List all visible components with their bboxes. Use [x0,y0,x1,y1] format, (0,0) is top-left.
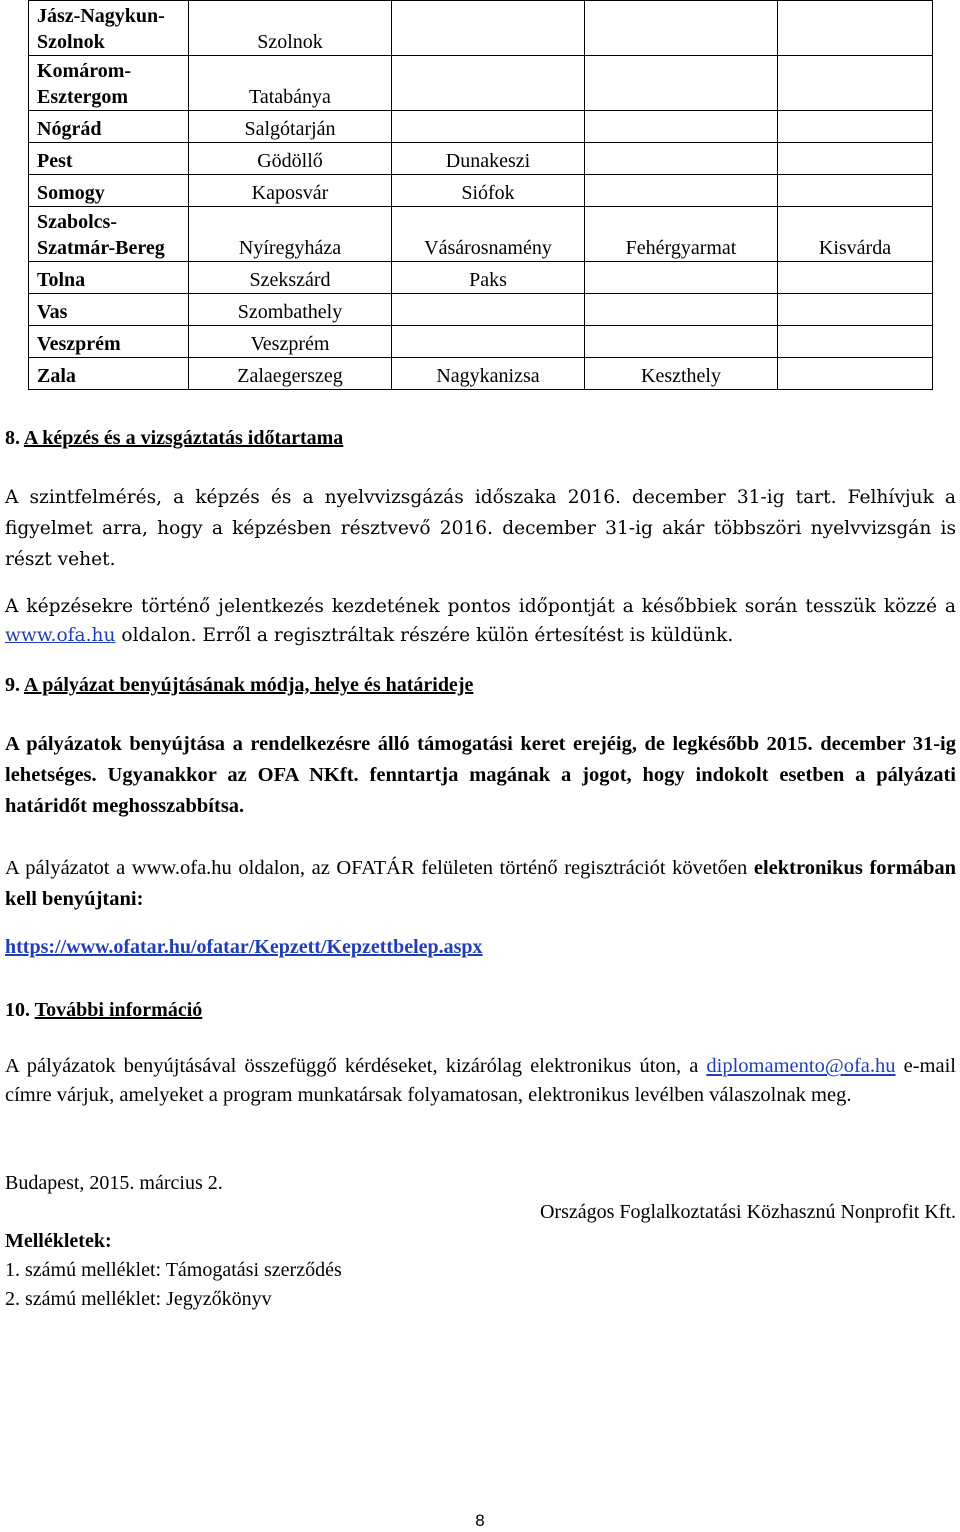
table-row [29,326,933,358]
county-cell: Komárom-Esztergom [29,56,189,111]
city-cell [778,1,933,56]
city-cell [392,326,585,358]
county-cell: Veszprém [29,326,189,358]
section-10-after: e-mail címre várjuk, amelyeket a program munkatársak folyamatosan, elektronikus levélben válaszolnak meg. [5,1055,956,1106]
section-10-before: A pályázatok benyújtásával összefüggő kérdéseket, kizárólag elektronikus úton, a [5,1055,707,1077]
city-cell: Paks [392,262,585,294]
table-row [29,56,933,111]
county-city-table [28,0,933,390]
section-9-p2-normal: A pályázatot a www.ofa.hu oldalon, az OFATÁR felületen történő regisztrációt követően [5,857,748,879]
city-cell: Gödöllő [189,143,392,175]
section-9-paragraph-1: A pályázatok benyújtása a rendelkezésre álló támogatási keret erejéig, de legkésőbb 2015. december 31-ig lehetséges. Ugyanakkor az OFA NKft. fenntartja magának a jogot, hogy indokolt esetben a pályázati határidőt meghosszabbítsa. [5,733,956,817]
table-row [29,1,933,56]
place-date: Budapest, 2015. március 2. [5,1172,223,1194]
city-cell: Szombathely [189,294,392,326]
attachment-2: 2. számú melléklet: Jegyzőkönyv [5,1288,272,1310]
section-9-heading [5,670,956,700]
city-cell: Salgótarján [189,111,392,143]
table-row [29,294,933,326]
county-cell: Pest [29,143,189,175]
section-9-title: A pályázat benyújtásának módja, helye és határideje [23,674,474,696]
ofatar-registration-link[interactable]: https://www.ofatar.hu/ofatar/Kepzett/Kepzettbelep.aspx [5,936,483,958]
city-cell [778,56,933,111]
city-cell: Szolnok [189,1,392,56]
city-cell: Nagykanizsa [392,358,585,390]
table-row [29,175,933,207]
city-cell: Kisvárda [778,207,933,262]
city-cell [778,326,933,358]
section-8-p2-before: A képzésekre történő jelentkezés kezdetének pontos időpontját a későbbiek során tesszük közzé a [5,596,956,617]
attachments-label: Mellékletek: [5,1230,112,1252]
attachment-1: 1. számú melléklet: Támogatási szerződés [5,1259,342,1281]
section-10-heading [5,995,956,1025]
section-8-paragraph-1: A szintfelmérés, a képzés és a nyelvvizsgázás időszaka 2016. december 31-ig tart. Felhívjuk a figyelmet arra, hogy a képzésben résztvevő 2016. december 31-ig akár többszöri nyelvvizsgán is részt vehet. [5,487,956,570]
section-9-link-line [5,932,956,962]
table-row [29,207,933,262]
city-cell [585,56,778,111]
city-cell: Tatabánya [189,56,392,111]
section-9-number: 9. [5,674,20,696]
city-cell [585,175,778,207]
table-row [29,143,933,175]
page-number: 8 [475,1511,485,1530]
email-link[interactable]: diplomamento@ofa.hu [706,1055,896,1077]
county-cell: Vas [29,294,189,326]
organization-name: Országos Foglalkoztatási Közhasznú Nonprofit Kft. [539,1201,956,1223]
city-cell: Kaposvár [189,175,392,207]
section-8-p2-after: oldalon. Erről a regisztráltak részére külön értesítést is küldünk. [115,625,734,646]
section-8-number: 8. [5,427,20,449]
city-cell: Keszthely [585,358,778,390]
table-row [29,262,933,294]
city-cell [778,143,933,175]
section-10-number: 10. [5,999,30,1021]
table-row [29,358,933,390]
city-cell [585,262,778,294]
table-row [29,111,933,143]
city-cell [778,294,933,326]
city-cell [778,175,933,207]
section-9-paragraph-2 [5,853,956,915]
city-cell: Siófok [392,175,585,207]
county-cell: Tolna [29,262,189,294]
city-cell [392,294,585,326]
city-cell [778,358,933,390]
county-cell: Szabolcs-Szatmár-Bereg [29,207,189,262]
county-cell: Jász-Nagykun-Szolnok [29,1,189,56]
ofa-website-link[interactable]: www.ofa.hu [5,625,116,646]
city-cell [778,111,933,143]
city-cell: Zalaegerszeg [189,358,392,390]
city-cell [392,111,585,143]
city-cell [392,1,585,56]
city-cell [585,111,778,143]
section-10-paragraph [5,1052,956,1110]
county-cell: Nógrád [29,111,189,143]
city-cell: Vásárosnamény [392,207,585,262]
county-cell: Somogy [29,175,189,207]
section-8-title: A képzés és a vizsgáztatás időtartama [23,427,344,449]
city-cell [585,143,778,175]
city-cell [585,1,778,56]
city-cell: Dunakeszi [392,143,585,175]
city-cell: Szekszárd [189,262,392,294]
section-9-p2-bold: elektronikus formában kell benyújtani: [5,857,957,910]
city-cell: Fehérgyarmat [585,207,778,262]
city-cell [392,56,585,111]
section-10-title: További információ [34,999,203,1021]
section-8-paragraph-2 [5,592,956,650]
county-cell: Zala [29,358,189,390]
city-cell: Nyíregyháza [189,207,392,262]
city-cell: Veszprém [189,326,392,358]
section-8-heading [5,423,956,453]
city-cell [778,262,933,294]
city-cell [585,294,778,326]
city-cell [585,326,778,358]
